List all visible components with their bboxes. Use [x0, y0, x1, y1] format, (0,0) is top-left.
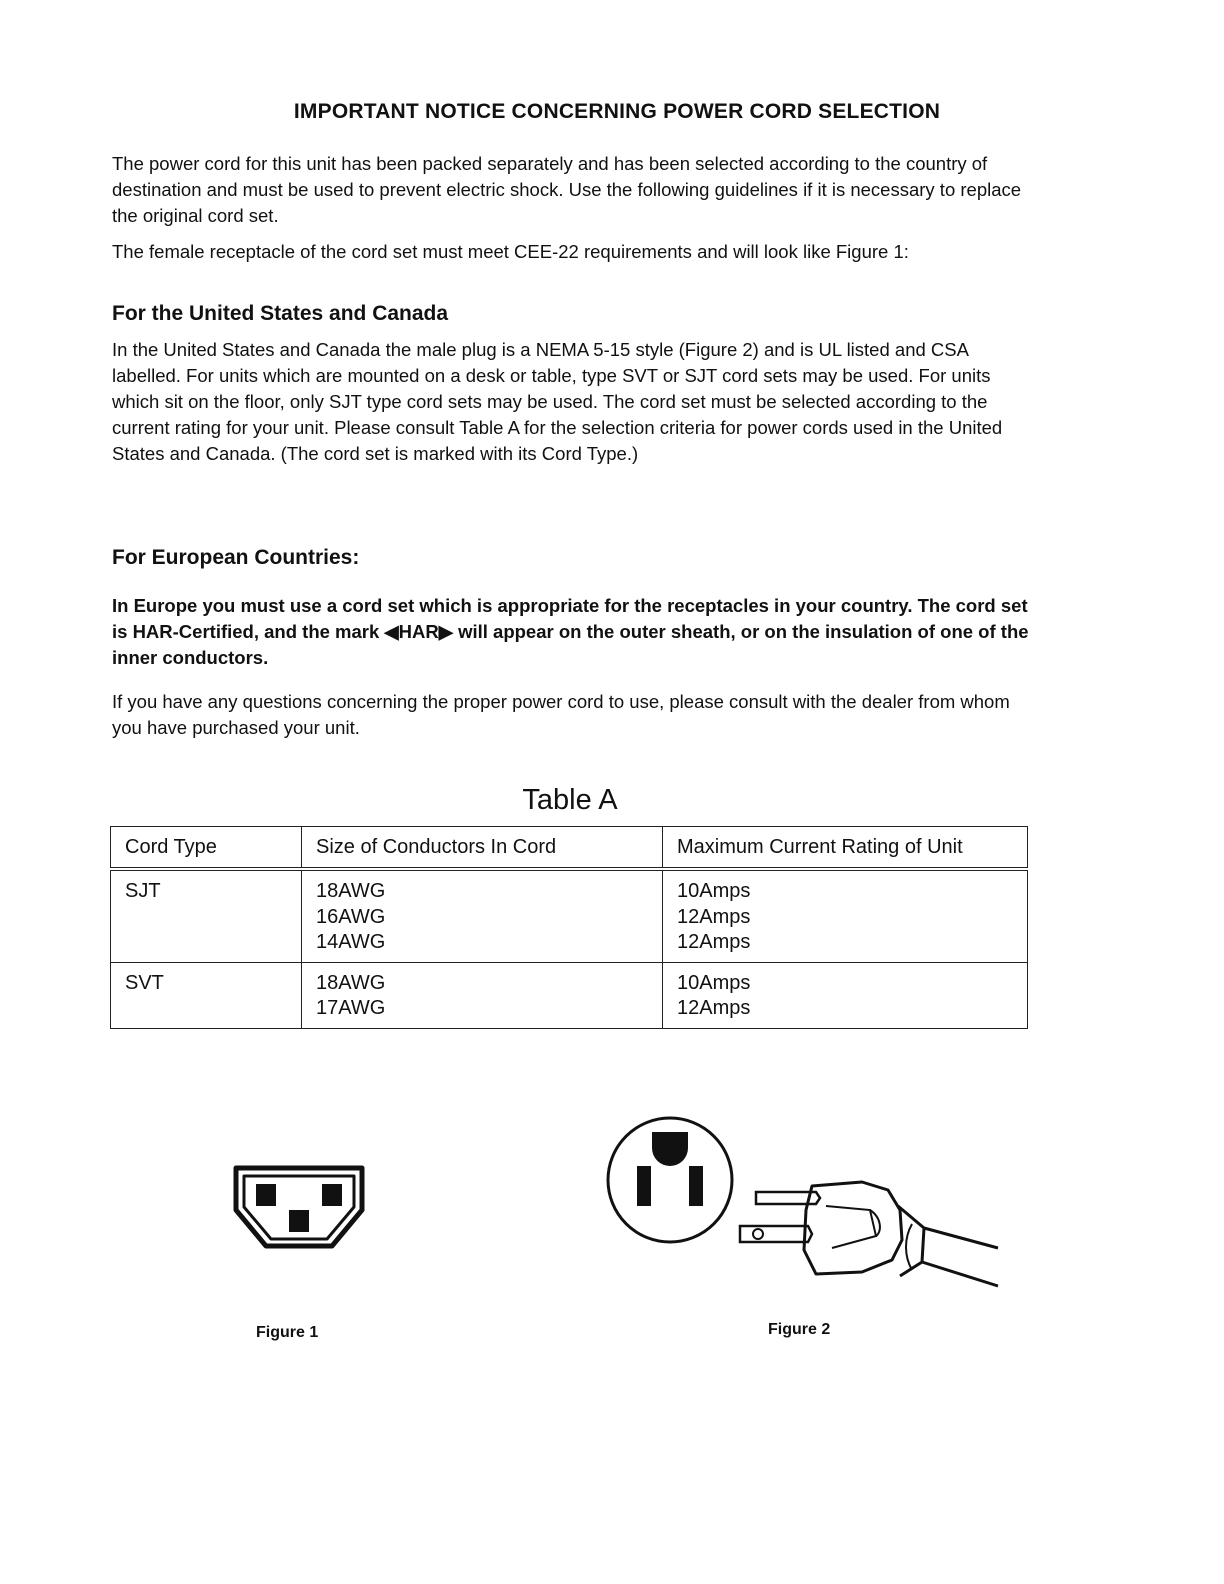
- current-rating: 12Amps: [677, 997, 751, 1019]
- europe-heading: For European Countries:: [112, 546, 360, 569]
- table-title: Table A: [522, 784, 618, 816]
- current-rating-cell: [663, 962, 1028, 1028]
- us-canada-heading: For the United States and Canada: [112, 302, 449, 325]
- header-current-rating: Maximum Current Rating of Unit: [663, 827, 1028, 870]
- header-cord-type: Cord Type: [111, 827, 302, 870]
- conductor-size: 17AWG: [316, 997, 386, 1019]
- conductor-size: 18AWG: [316, 880, 386, 902]
- table-header-row: [111, 827, 1028, 870]
- conductor-size: 14AWG: [316, 931, 386, 953]
- current-rating-cell: [663, 869, 1028, 962]
- us-canada-paragraph: In the United States and Canada the male plug is a NEMA 5-15 style (Figure 2) and is UL listed and CSA labelled. For units which are mounted on a desk or table, type SVT or SJT cord sets may be used. For units which sit on the floor, only SJT type cord sets may be used. The cord set must be selected according to the current rating for your unit. Please consult Table A for the selection criteria for power cords used in the United States and Canada. (The cord set is marked with its Cord Type.): [112, 339, 1003, 464]
- figure-1-caption: Figure 1: [256, 1324, 319, 1341]
- current-rating: 12Amps: [677, 905, 751, 928]
- current-rating: 12Amps: [677, 931, 751, 953]
- cord-type-cell: SJT: [111, 869, 302, 962]
- dealer-paragraph: If you have any questions concerning the proper power cord to use, please consult with the dealer from whom you have purchased your unit.: [112, 691, 1010, 738]
- conductor-size: 18AWG: [316, 971, 386, 994]
- nema-plug-figure: [600, 1110, 1010, 1292]
- header-conductor-size: Size of Conductors In Cord: [302, 827, 663, 870]
- current-rating: 10Amps: [677, 880, 751, 902]
- cord-type-cell: SVT: [111, 962, 302, 1028]
- intro-paragraph: The power cord for this unit has been packed separately and has been selected according to the country of destination and must be used to prevent electric shock. Use the following guidelines if it is necessary to replace the original cord set.: [112, 153, 1022, 226]
- europe-har-paragraph: In Europe you must use a cord set which is appropriate for the receptacles in your country. The cord set is HAR-Certified, and the mark ◀HAR▶ will appear on the outer sheath, or on the insulation of one of the inner conductors.: [112, 595, 1029, 668]
- receptacle-figure: [228, 1160, 370, 1256]
- receptacle-paragraph: The female receptacle of the cord set must meet CEE-22 requirements and will look like Figure 1:: [112, 241, 909, 262]
- conductor-size-cell: [302, 962, 663, 1028]
- page-title: IMPORTANT NOTICE CONCERNING POWER CORD SELECTION: [293, 100, 941, 123]
- table-row: [111, 962, 1028, 1028]
- conductor-size-cell: [302, 869, 663, 962]
- figure-2-caption: Figure 2: [768, 1321, 831, 1338]
- table-row: [111, 869, 1028, 962]
- current-rating: 10Amps: [677, 971, 751, 994]
- cord-table: [110, 826, 1028, 1029]
- conductor-size: 16AWG: [316, 905, 386, 928]
